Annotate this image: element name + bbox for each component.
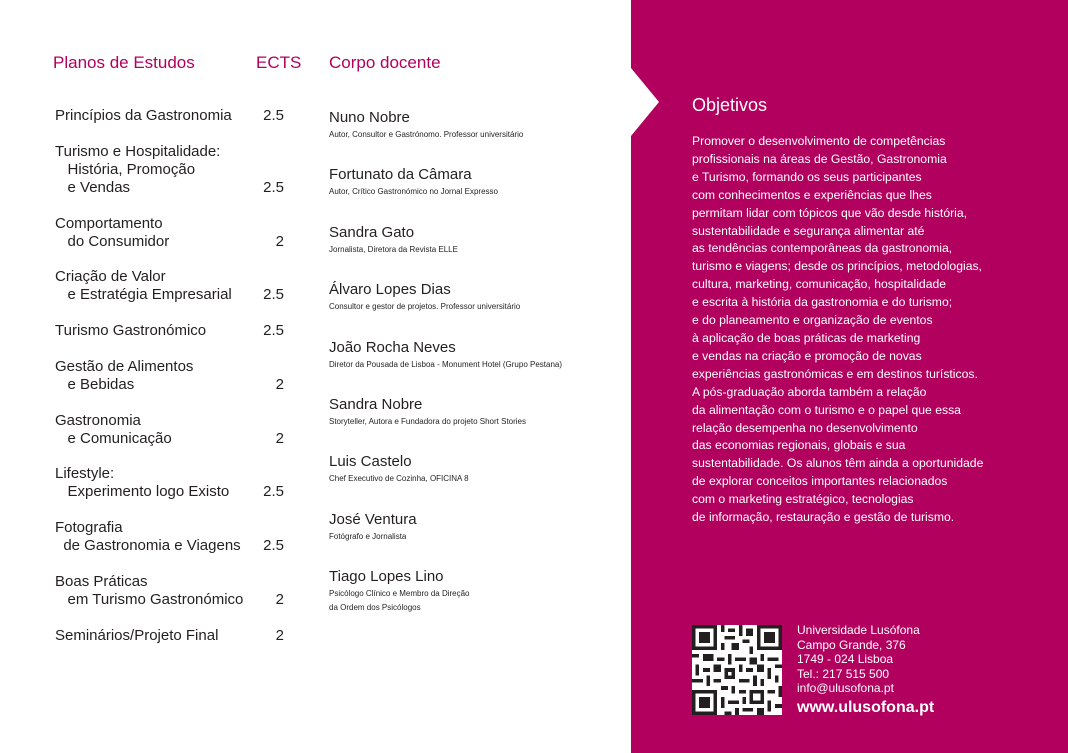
course-name: Turismo e Hospitalidade: História, Promoção e Vendas [55,143,221,196]
course-name: Gestão de Alimentos e Bebidas [55,358,194,393]
faculty-name: Álvaro Lopes Dias [329,281,451,298]
faculty-description: Autor, Crítico Gastronómico no Jornal Expresso [329,187,498,196]
course-name: Comportamento do Consumidor [55,215,170,250]
faculty-description: Consultor e gestor de projetos. Professor universitário [329,302,521,311]
faculty-description: Storyteller, Autora e Fundadora do projeto Short Stories [329,417,527,426]
objectives-text: Promover o desenvolvimento de competências profissionais na áreas de Gestão, Gastronomia e Turismo, formando os seus participantes com conhecimentos e experiências que lhes permitam lidar com tópicos que vão desde história, sustentabilidade e segurança alimentar até as tendências contemporâneas da gastronomia, turismo e viagens; desde os princípios, metodologias, cultura, marketing, comunicação, hospitalidade e escrita à história da gastronomia e do turismo; e do planeamento e organização de eventos à aplicação de boas práticas de marketing e vendas na criação e promoção de novas experiências gastronómicas e em destinos turísticos. A pós-graduação aborda também a relação da alimentação com o turismo e o papel que essa relação desempenha no desenvolvimento das economias regionais, globais e sua sustentabilidade. Os alunos têm ainda a oportunidade de explorar conceitos importantes relacionados com o marketing estratégico, tecnologias de informação, restauração e gestão de turismo. [692,134,984,525]
qr-code-icon [692,625,782,715]
course-name: Criação de Valor e Estratégia Empresarial [55,268,232,303]
ects-header: ECTS [256,53,302,72]
faculty-description: Jornalista, Diretora da Revista ELLE [329,245,458,254]
faculty-name: Tiago Lopes Lino [329,568,444,585]
qr-code-graphic [692,625,782,715]
course-ects: 2 [275,627,284,644]
arrow-notch-icon [631,68,659,136]
course-name: Seminários/Projeto Final [55,627,219,644]
faculty-member [329,396,629,429]
course-name: Gastronomia e Comunicação [55,412,172,447]
faculty-name: Sandra Nobre [329,396,423,413]
contact-address: Universidade Lusófona Campo Grande, 376 1749 - 024 Lisboa Tel.: 217 515 500 info@ulusofona.pt [797,623,920,696]
faculty-name: Fortunato da Câmara [329,166,472,183]
course-ects: 2.5 [263,483,284,500]
course-name: Turismo Gastronómico [55,322,207,339]
study-plan-header: Planos de Estudos [53,53,195,72]
faculty-name: Nuno Nobre [329,109,410,126]
course-ects: 2 [275,233,284,250]
faculty-member [329,568,629,615]
course-name: Boas Práticas em Turismo Gastronómico [55,573,244,608]
course-ects: 2.5 [263,322,284,339]
objectives-title: Objetivos [692,95,768,115]
faculty-header: Corpo docente [329,53,441,72]
course-name: Lifestyle: Experimento logo Existo [55,465,230,500]
faculty-description: Psicólogo Clínico e Membro da Direção da Ordem dos Psicólogos [329,589,470,612]
faculty-description: Fotógrafo e Jornalista [329,532,407,541]
course-ects: 2 [275,591,284,608]
faculty-name: Sandra Gato [329,224,415,241]
course-ects: 2.5 [263,537,284,554]
faculty-description: Autor, Consultor e Gastrónomo. Professor universitário [329,130,524,139]
faculty-member [329,339,629,372]
course-name: Fotografia de Gastronomia e Viagens [55,519,241,554]
faculty-member [329,453,629,486]
faculty-name: Luis Castelo [329,453,412,470]
website-link[interactable]: www.ulusofona.pt [797,699,935,716]
course-ects: 2.5 [263,107,284,124]
course-ects: 2 [275,376,284,393]
course-name: Princípios da Gastronomia [55,107,232,124]
course-ects: 2.5 [263,179,284,196]
faculty-member [329,281,629,314]
faculty-member [329,224,629,257]
faculty-member [329,511,629,544]
faculty-name: José Ventura [329,511,417,528]
faculty-description: Chef Executivo de Cozinha, OFICINA 8 [329,474,469,483]
faculty-description: Diretor da Pousada de Lisboa - Monument Hotel (Grupo Pestana) [329,360,563,369]
course-ects: 2 [275,430,284,447]
faculty-member [329,166,629,199]
course-ects: 2.5 [263,286,284,303]
faculty-name: João Rocha Neves [329,339,456,356]
faculty-member [329,109,629,142]
